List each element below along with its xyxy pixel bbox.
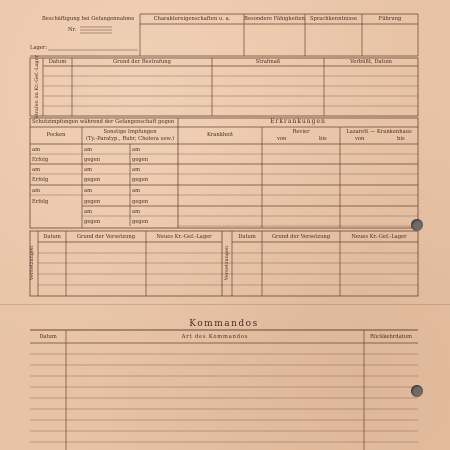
vacc-row-left: am — [32, 167, 41, 173]
vacc-row-mid: am — [84, 188, 93, 194]
skills-label: Besondere Fähigkeiten — [244, 16, 305, 22]
lager-label: Lager: — [30, 45, 48, 51]
character-label: Charaktereigenschaften u. a. — [153, 16, 231, 22]
vacc-row-left: am — [32, 147, 41, 153]
transfer-col-camp: Neues Kr.-Gef.-Lager — [351, 234, 407, 240]
vacc-row-left: am — [32, 188, 41, 194]
vacc-row-mid: gegen — [84, 199, 101, 205]
transfers-side-label-right: Versetzungen — [224, 245, 230, 281]
ill-col-lazarett: Lazarett — Krankenhaus — [346, 129, 412, 135]
vacc-row-right: gegen — [132, 177, 149, 183]
ill-revier-bis: bis — [319, 136, 327, 142]
transfers-side-label-left: Versetzungen — [29, 245, 35, 281]
vacc-col-other-sub: (Ty.-Paratyp., Ruhr, Cholera usw.) — [85, 136, 174, 142]
vacc-row-mid: gegen — [84, 157, 101, 163]
vacc-row-left: Erfolg — [32, 199, 49, 205]
vacc-row-right: gegen — [132, 219, 149, 225]
kommandos-title: Kommandos — [189, 319, 259, 329]
punish-col-date: Datum — [48, 59, 67, 65]
transfer-col-date: Datum — [43, 234, 61, 240]
nr-label: Nr. — [68, 27, 77, 33]
vacc-row-mid: gegen — [84, 219, 101, 225]
vacc-row-left: Erfolg — [32, 157, 49, 163]
vacc-row-right: am — [132, 167, 141, 173]
vacc-row-right: am — [132, 188, 141, 194]
illnesses-title: Erkrankungen — [270, 118, 326, 125]
vacc-row-mid: am — [84, 147, 93, 153]
transfer-col-reason: Grund der Versetzung — [271, 234, 331, 240]
punch-hole — [411, 219, 423, 231]
vacc-row-mid: am — [84, 209, 93, 215]
vacc-row-right: am — [132, 209, 141, 215]
ill-revier-von: von — [277, 136, 287, 142]
vacc-row-left: Erfolg — [32, 177, 49, 183]
punishments-side-label: Strafen im Kr.-Gef.-Lager — [34, 55, 40, 119]
vacc-col-other: Sonstige Impfungen — [103, 129, 157, 135]
punish-col-measure: Strafmaß — [255, 59, 281, 65]
kommando-col-type: Art des Kommandos — [181, 334, 249, 340]
conduct-label: Führung — [378, 16, 402, 22]
vaccination-title: Schutzimpfungen während der Gefangenschaft gegen — [32, 119, 175, 125]
vacc-row-right: gegen — [132, 199, 149, 205]
vacc-row-right: am — [132, 147, 141, 153]
occupation-label: Beschäftigung bei Gefangennahme — [42, 16, 135, 22]
vacc-col-pocken: Pocken — [46, 132, 66, 138]
kommando-col-date: Datum — [39, 334, 57, 340]
punish-col-served: Verbüßt, Datum — [350, 59, 392, 65]
punish-col-reason: Grund der Bestrafung — [113, 59, 171, 65]
punch-hole — [411, 385, 423, 397]
vacc-row-right: gegen — [132, 157, 149, 163]
languages-label: Sprachkenntnisse — [309, 16, 358, 22]
kommando-col-return: Rückkehrdatum — [369, 334, 413, 340]
vacc-row-mid: am — [84, 167, 93, 173]
vacc-row-mid: gegen — [84, 177, 101, 183]
ill-col-disease: Krankheit — [206, 132, 234, 138]
fold-line — [0, 304, 450, 305]
ill-lazarett-bis: bis — [397, 136, 405, 142]
transfer-col-camp: Neues Kr.-Gef.-Lager — [156, 234, 212, 240]
transfer-col-date: Datum — [238, 234, 256, 240]
transfer-col-reason: Grund der Versetzung — [76, 234, 136, 240]
ill-lazarett-von: von — [355, 136, 365, 142]
ill-col-revier: Revier — [292, 129, 310, 135]
